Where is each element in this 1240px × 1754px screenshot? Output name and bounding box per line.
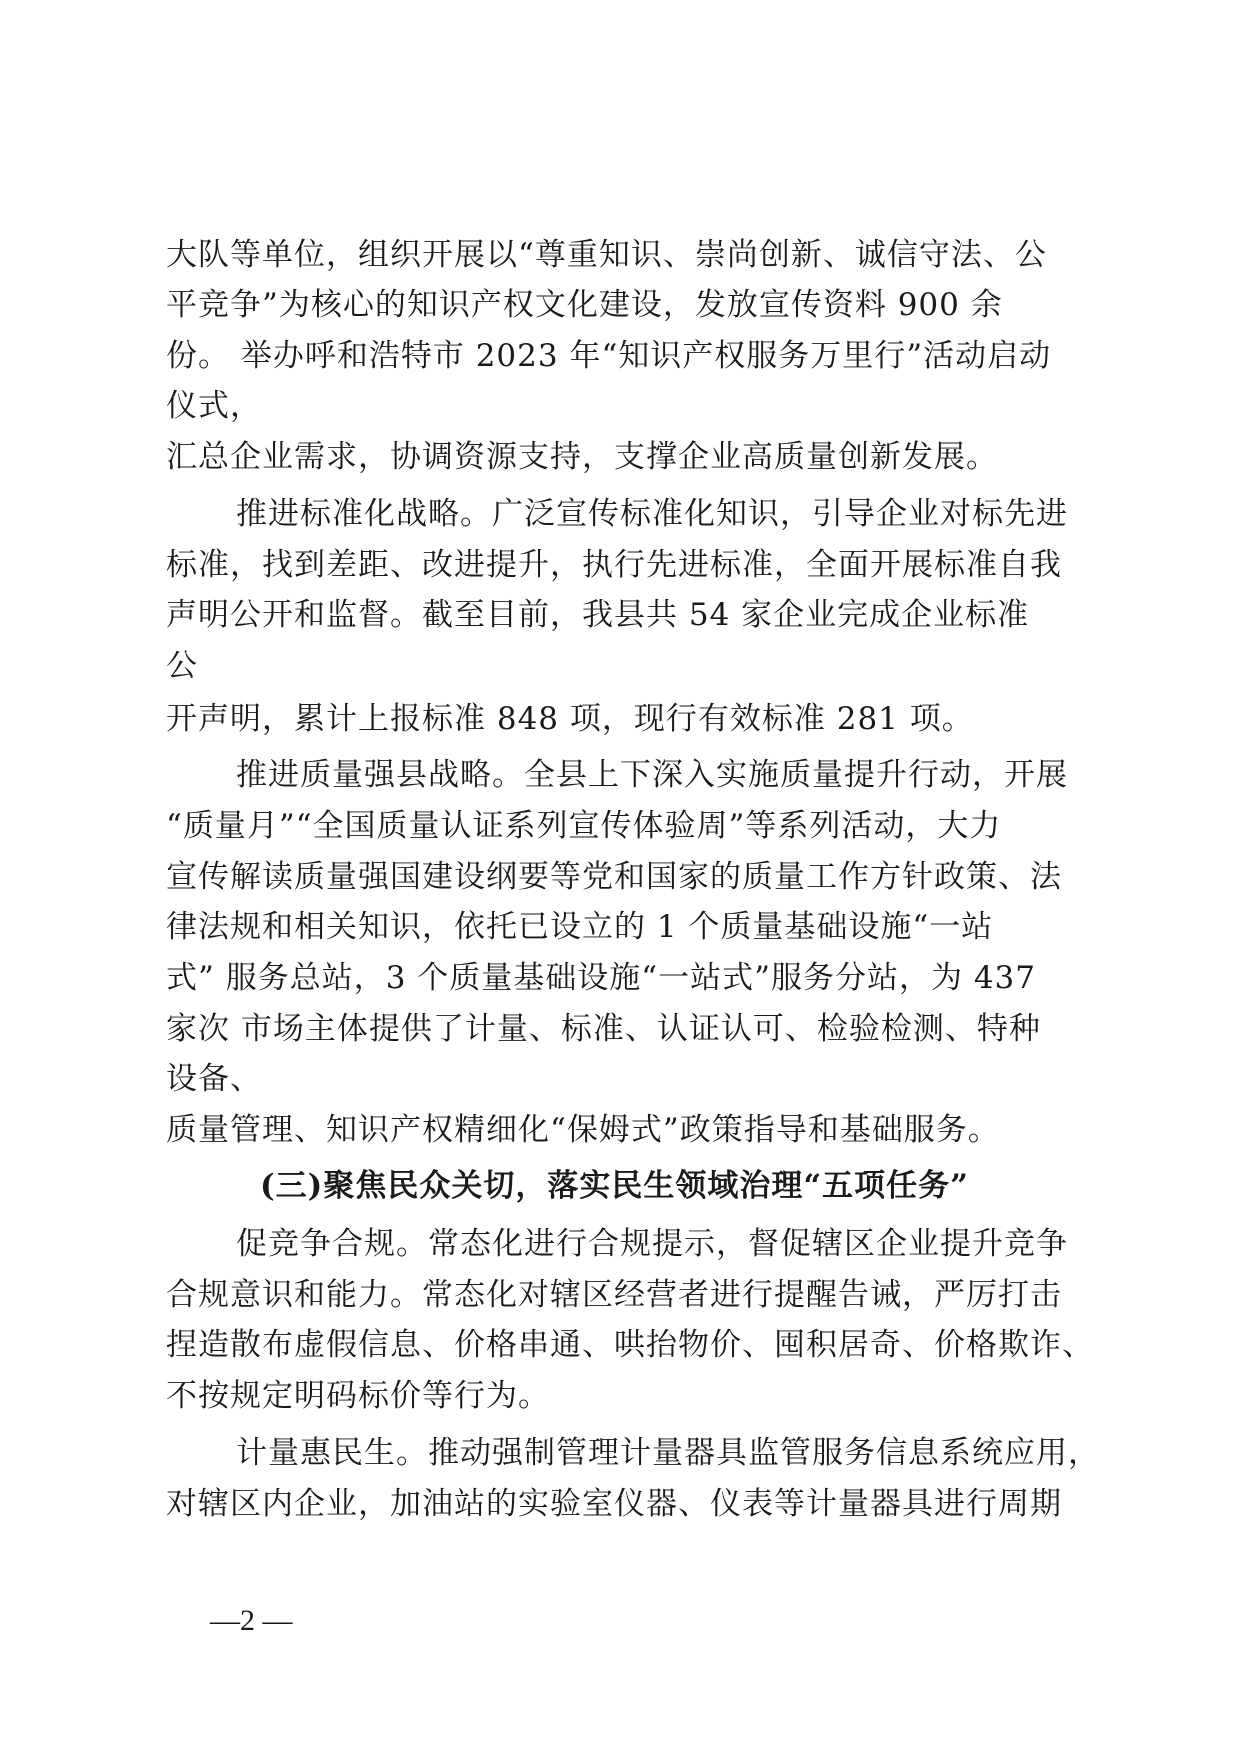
- paragraph-3-line-8: 质量管理、知识产权精细化“保姆式”政策指导和基础服务。: [166, 1112, 1000, 1148]
- paragraph-2-line-4: 公: [166, 648, 198, 684]
- paragraph-2-line-2: 标准，找到差距、改进提升，执行先进标准，全面开展标准自我: [166, 547, 1062, 583]
- paragraph-4-line-1: 促竞争合规。常态化进行合规提示，督促辖区企业提升竞争: [236, 1226, 1068, 1262]
- paragraph-2-line-1: 推进标准化战略。广泛宣传标准化知识，引导企业对标先进: [236, 496, 1068, 532]
- paragraph-3-line-2: “质量月”“全国质量认证系列宣传体验周”等系列活动，大力: [166, 808, 1002, 844]
- paragraph-1-line-1: 大队等单位，组织开展以“尊重知识、崇尚创新、诚信守法、公: [166, 237, 1047, 273]
- paragraph-3-line-1: 推进质量强县战略。全县上下深入实施质量提升行动，开展: [236, 757, 1068, 793]
- paragraph-1-line-5: 汇总企业需求，协调资源支持，支撑企业高质量创新发展。: [166, 439, 998, 475]
- paragraph-3-line-6: 家次 市场主体提供了计量、标准、认证认可、检验检测、特种: [166, 1011, 1041, 1047]
- paragraph-4-line-3: 捏造散布虚假信息、价格串通、哄抬物价、囤积居奇、价格欺诈、: [166, 1327, 1094, 1363]
- section-heading: (三)聚焦民众关切，落实民生领域治理“五项任务”: [260, 1168, 969, 1204]
- paragraph-1-line-2: 平竞争”为核心的知识产权文化建设，发放宣传资料 900 余: [166, 287, 1003, 323]
- paragraph-3-line-3: 宣传解读质量强国建设纲要等党和国家的质量工作方针政策、法: [166, 859, 1062, 895]
- paragraph-3-line-4: 律法规和相关知识，依托已设立的 1 个质量基础设施“一站: [166, 909, 994, 945]
- paragraph-2-line-5: 开声明，累计上报标准 848 项，现行有效标准 281 项。: [166, 701, 974, 737]
- paragraph-1-line-3: 份。 举办呼和浩特市 2023 年“知识产权服务万里行”活动启动: [166, 338, 1052, 374]
- paragraph-5-line-2: 对辖区内企业，加油站的实验室仪器、仪表等计量器具进行周期: [166, 1486, 1062, 1522]
- paragraph-2-line-3: 声明公开和监督。截至目前，我县共 54 家企业完成企业标准: [166, 597, 1030, 633]
- paragraph-1-line-4: 仪式，: [166, 388, 262, 424]
- paragraph-4-line-2: 合规意识和能力。常态化对辖区经营者进行提醒告诫，严厉打击: [166, 1277, 1062, 1313]
- paragraph-4-line-4: 不按规定明码标价等行为。: [166, 1378, 550, 1414]
- page-number: —2 —: [210, 1604, 293, 1637]
- paragraph-3-line-7: 设备、: [166, 1061, 262, 1097]
- paragraph-5-line-1: 计量惠民生。推动强制管理计量器具监管服务信息系统应用，: [236, 1435, 1100, 1471]
- paragraph-3-line-5: 式” 服务总站，3 个质量基础设施“一站式”服务分站，为 437: [166, 960, 1036, 996]
